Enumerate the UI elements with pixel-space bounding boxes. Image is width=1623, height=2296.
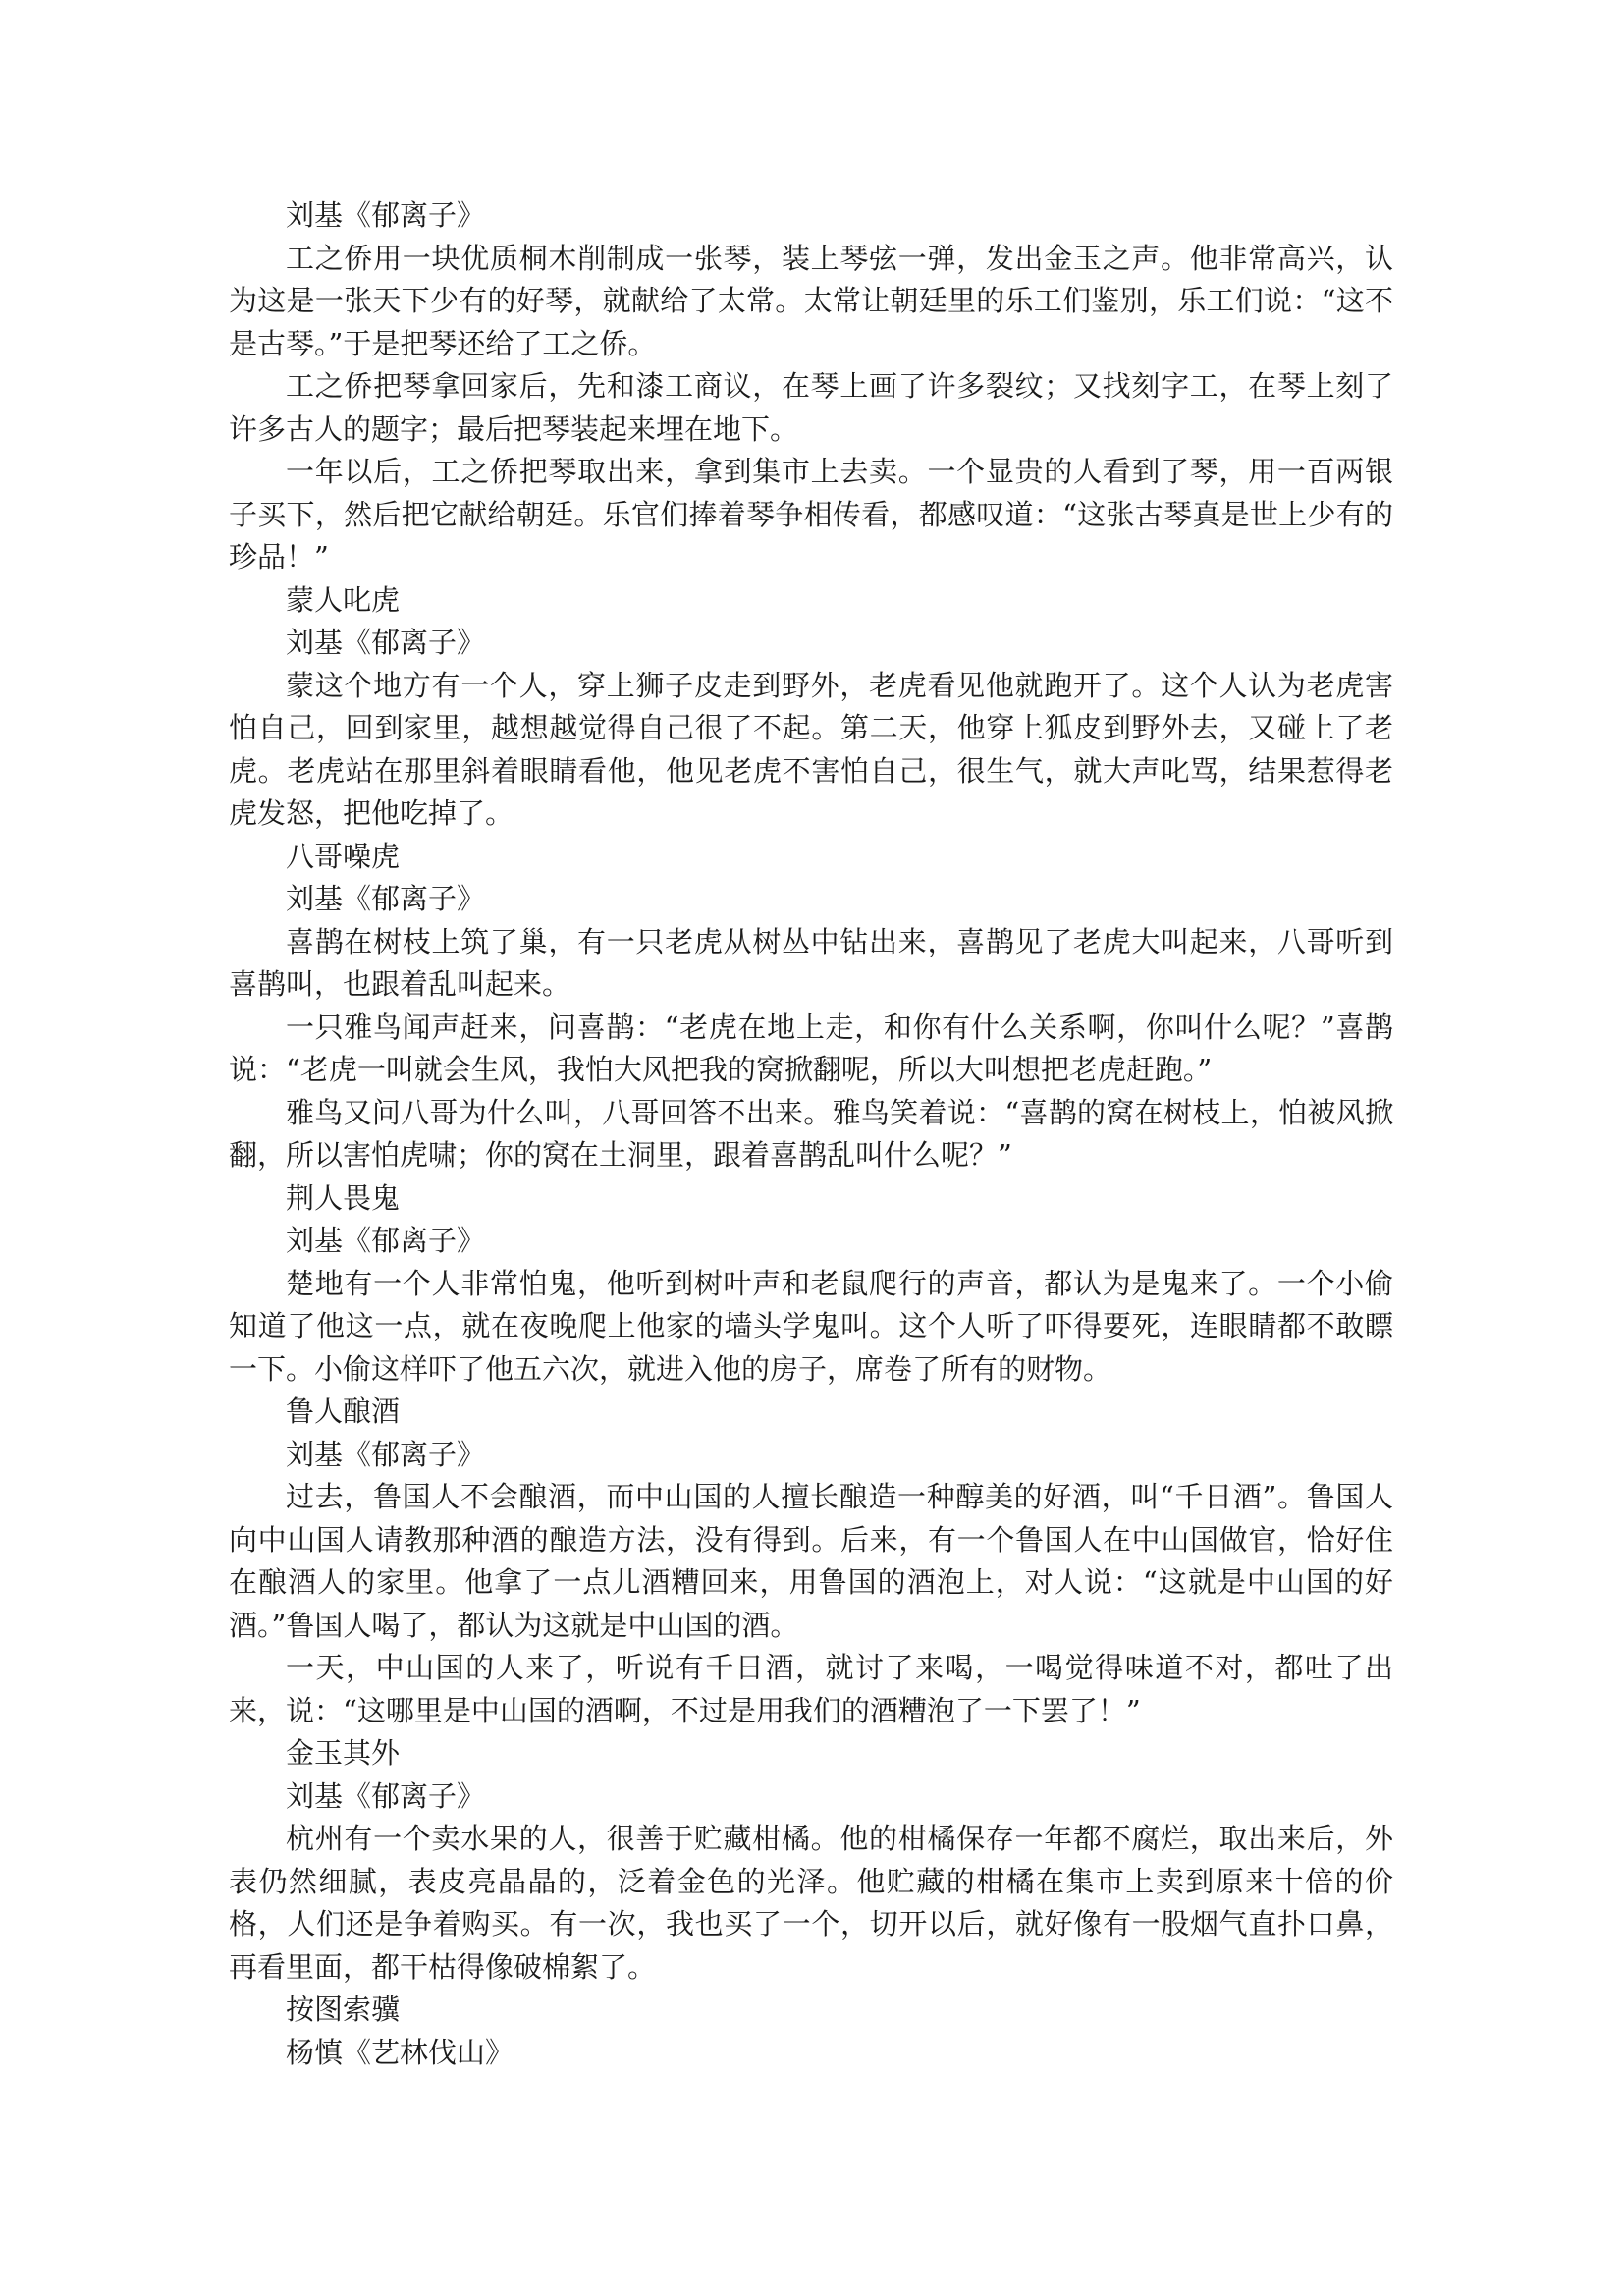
- story-title: 蒙人叱虎: [286, 582, 401, 617]
- story-byline: 杨慎《艺林伐山》: [286, 2035, 514, 2069]
- story-paragraph: 过去，鲁国人不会酿酒，而中山国的人擅长酿造一种醇美的好酒，叫“千日酒”。鲁国人向中山国人请教那种酒的酿造方法，没有得到。后来，有一个鲁国人在中山国做官，恰好住在酿酒人的家里。他拿了一点儿酒糟回来，用鲁国的酒泡上，对人说：“这就是中山国的好酒。”鲁国人喝了，都认为这就是中山国的酒。: [229, 1480, 1393, 1642]
- story-title: 荆人畏鬼: [286, 1180, 401, 1215]
- story-paragraph: 喜鹊在树枝上筑了巢，有一只老虎从树丛中钻出来，喜鹊见了老虎大叫起来，八哥听到喜鹊叫，也跟着乱叫起来。: [229, 924, 1393, 1001]
- story-paragraph: 蒙这个地方有一个人，穿上狮子皮走到野外，老虎看见他就跑开了。这个人认为老虎害怕自己，回到家里，越想越觉得自己很了不起。第二天，他穿上狐皮到野外去，又碰上了老虎。老虎站在那里斜着眼睛看他，他见老虎不害怕自己，很生气，就大声叱骂，结果惹得老虎发怒，把他吃掉了。: [229, 668, 1393, 830]
- story-paragraph: 一年以后，工之侨把琴取出来，拿到集市上去卖。一个显贵的人看到了琴，用一百两银子买下，然后把它献给朝廷。乐官们捧着琴争相传看，都感叹道：“这张古琴真是世上少有的珍品！”: [229, 455, 1393, 574]
- story-byline: 刘基《郁离子》: [286, 1778, 486, 1813]
- story-paragraph: 雅鸟又问八哥为什么叫，八哥回答不出来。雅鸟笑着说：“喜鹊的窝在树枝上，怕被风掀翻，所以害怕虎啸；你的窝在土洞里，跟着喜鹊乱叫什么呢？”: [229, 1095, 1393, 1172]
- document-body: [229, 194, 1393, 2074]
- story-byline: 刘基《郁离子》: [286, 882, 486, 915]
- story-title: 八哥噪虎: [286, 839, 401, 873]
- story-title: 按图索骥: [286, 1993, 401, 2026]
- story-title: 金玉其外: [286, 1736, 401, 1770]
- story-paragraph: 杭州有一个卖水果的人，很善于贮藏柑橘。他的柑橘保存一年都不腐烂，取出来后，外表仍然细腻，表皮亮晶晶的，泛着金色的光泽。他贮藏的柑橘在集市上卖到原来十倍的价格，人们还是争着购买。有一次，我也买了一个，切开以后，就好像有一股烟气直扑口鼻，再看里面，都干枯得像破棉絮了。: [229, 1822, 1393, 1984]
- story-paragraph: 一天，中山国的人来了，听说有千日酒，就讨了来喝，一喝觉得味道不对，都吐了出来，说：“这哪里是中山国的酒啊，不过是用我们的酒糟泡了一下罢了！”: [229, 1651, 1393, 1727]
- story-paragraph: 工之侨把琴拿回家后，先和漆工商议，在琴上画了许多裂纹；又找刻字工，在琴上刻了许多古人的题字；最后把琴装起来埋在地下。: [229, 369, 1393, 446]
- story-byline: 刘基《郁离子》: [286, 626, 486, 659]
- story-paragraph: 楚地有一个人非常怕鬼，他听到树叶声和老鼠爬行的声音，都认为是鬼来了。一个小偷知道了他这一点，就在夜晚爬上他家的墙头学鬼叫。这个人听了吓得要死，连眼睛都不敢瞟一下。小偷这样吓了他五六次，就进入他的房子，席卷了所有的财物。: [229, 1266, 1393, 1386]
- story-byline: 刘基《郁离子》: [286, 1224, 486, 1257]
- story-paragraph: 工之侨用一块优质桐木削制成一张琴，装上琴弦一弹，发出金玉之声。他非常高兴，认为这是一张天下少有的好琴，就献给了太常。太常让朝廷里的乐工们鉴别，乐工们说：“这不是古琴。”于是把琴还给了工之侨。: [229, 241, 1393, 360]
- story-byline: 刘基《郁离子》: [286, 198, 486, 232]
- story-byline: 刘基《郁离子》: [286, 1437, 486, 1471]
- story-paragraph: 一只雅鸟闻声赶来，问喜鹊：“老虎在地上走，和你有什么关系啊，你叫什么呢？”喜鹊说：“老虎一叫就会生风，我怕大风把我的窝掀翻呢，所以大叫想把老虎赶跑。”: [229, 1010, 1393, 1086]
- story-title: 鲁人酿酒: [286, 1394, 401, 1428]
